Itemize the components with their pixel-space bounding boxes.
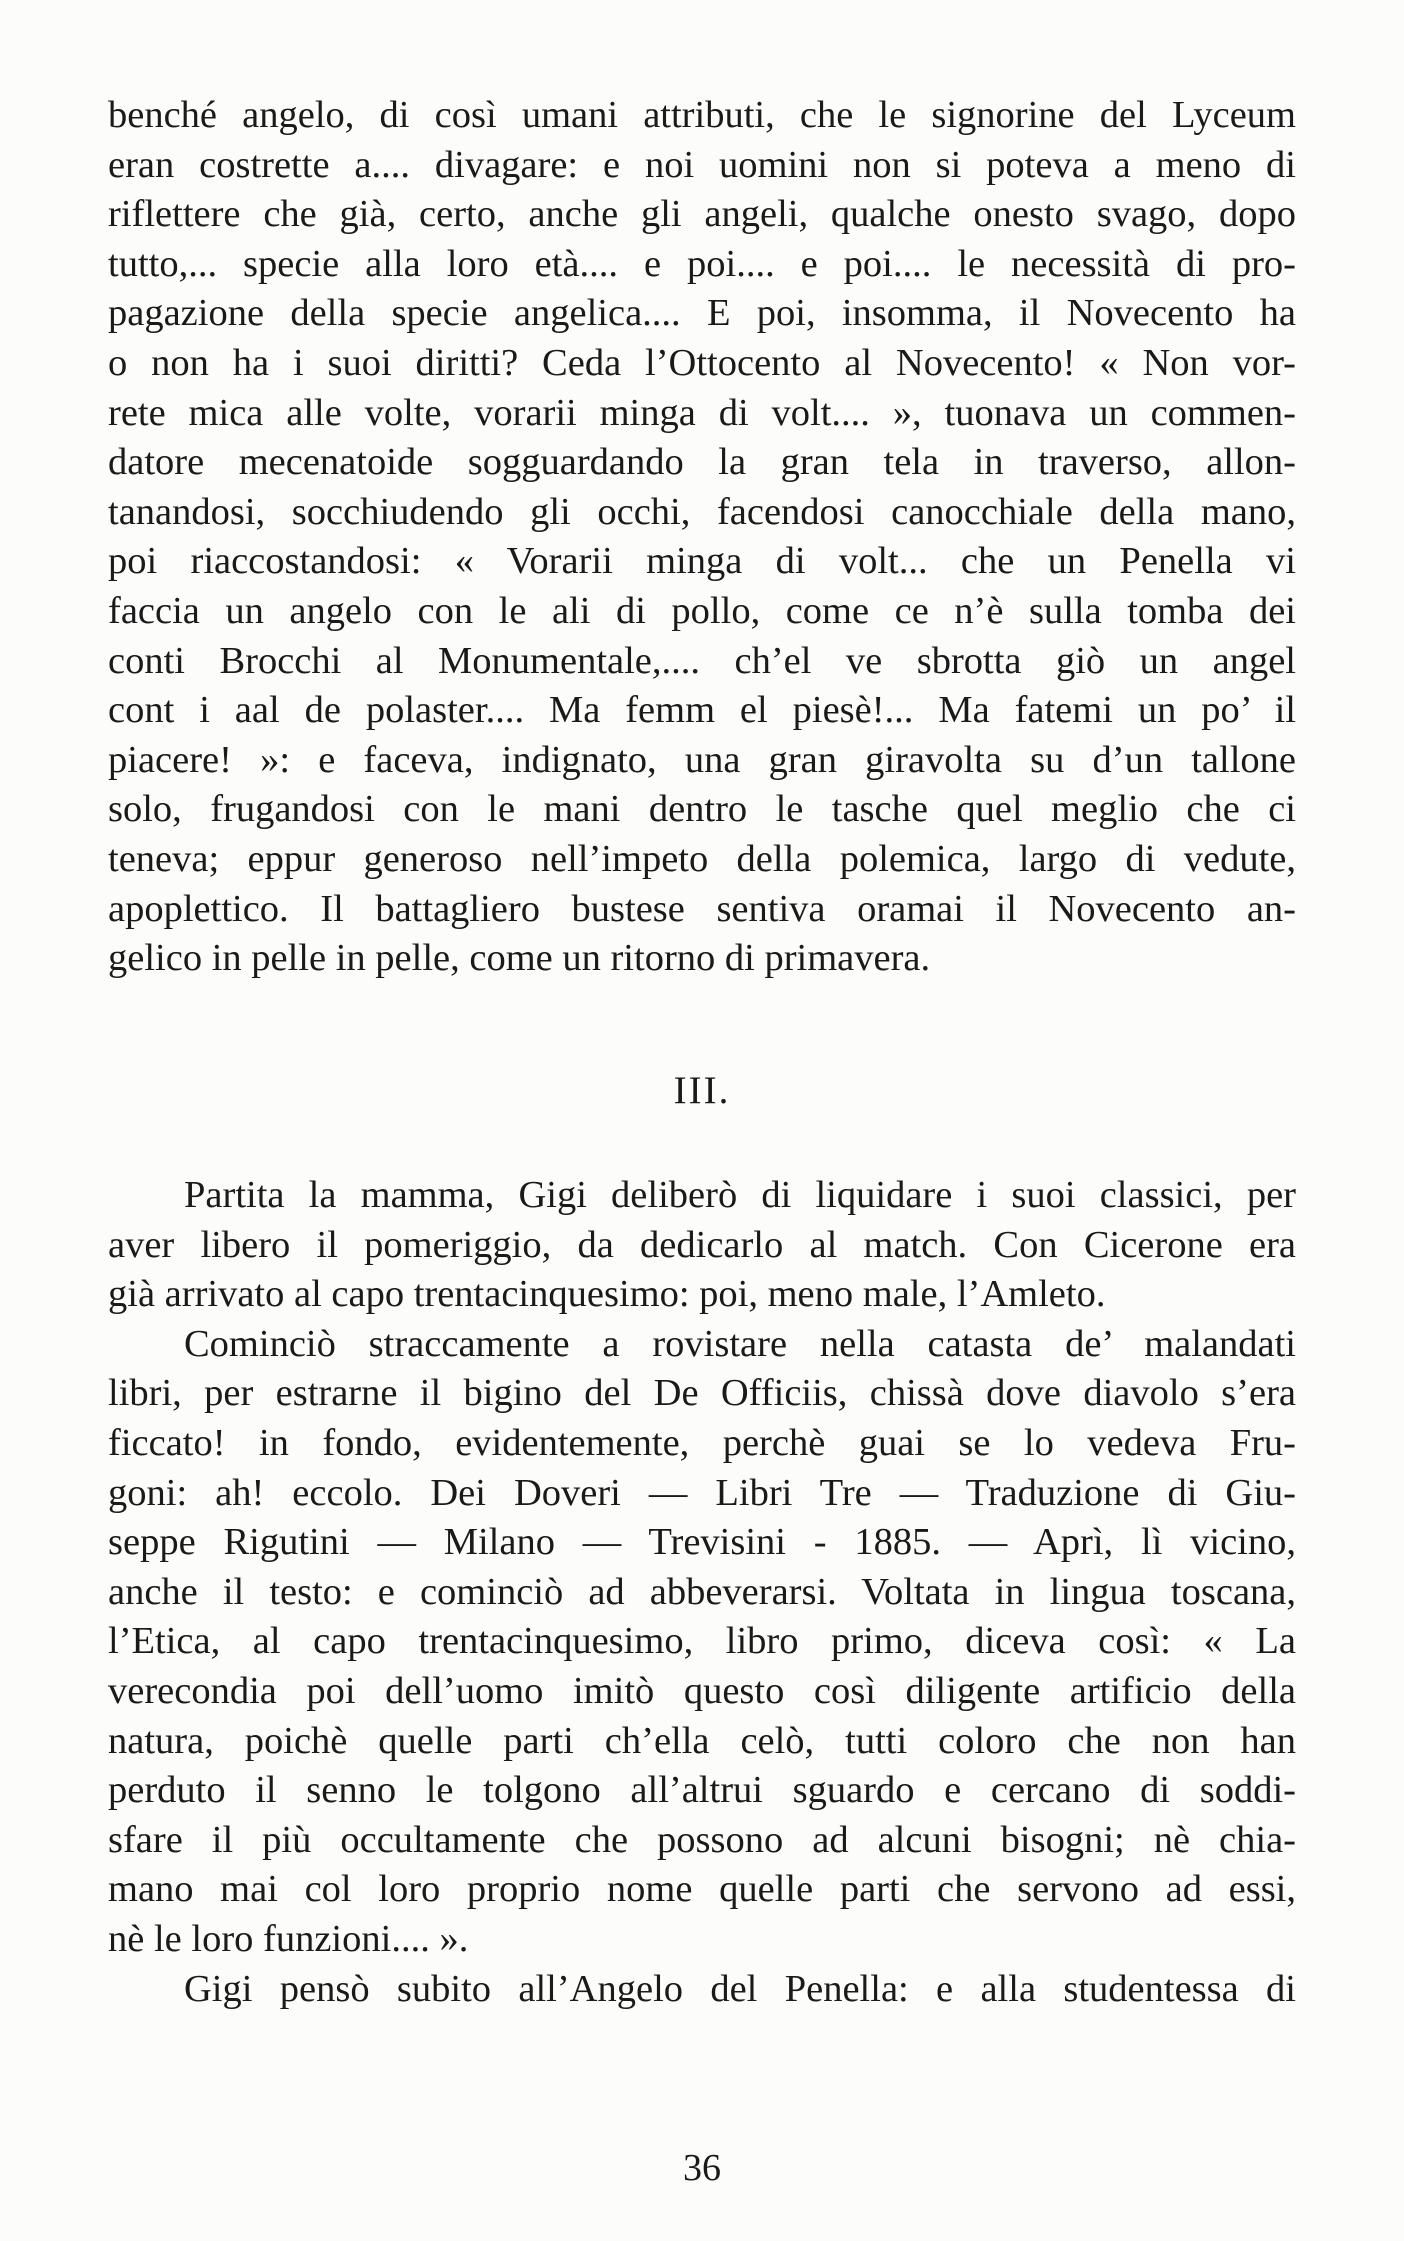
text-line: natura, poichè quelle parti ch’ella celò, tutti coloro che non han — [108, 1719, 1296, 1762]
text-line: cont i aal de polaster.... Ma femm el piesè!... Ma fatemi un po’ il — [108, 689, 1296, 732]
page-number: 36 — [683, 2147, 721, 2189]
text-line: apoplettico. Il battagliero bustese sentiva oramai il Novecento an- — [108, 887, 1296, 930]
section-heading: III. — [673, 1069, 731, 1112]
text-line: benché angelo, di così umani attributi, che le signorine del Lyceum — [108, 94, 1296, 136]
text-line: verecondia poi dell’uomo imitò questo così diligente artificio della — [108, 1669, 1296, 1712]
text-line: sfare il più occultamente che possono ad alcuni bisogni; nè chia- — [108, 1818, 1296, 1861]
text-line: faccia un angelo con le ali di pollo, come ce n’è sulla tomba dei — [108, 589, 1296, 632]
text-line: Cominciò straccamente a rovistare nella catasta de’ malandati — [184, 1322, 1296, 1365]
text-line: rete mica alle volte, vorarii minga di volt.... », tuonava un commen- — [108, 391, 1296, 434]
text-line: l’Etica, al capo trentacinquesimo, libro primo, diceva così: « La — [108, 1620, 1296, 1663]
text-line: riflettere che già, certo, anche gli angeli, qualche onesto svago, dopo — [108, 193, 1296, 236]
section-body — [108, 1171, 1296, 2014]
text-line: pagazione della specie angelica.... E poi, insomma, il Novecento ha — [108, 292, 1296, 335]
text-line: ficcato! in fondo, evidentemente, perchè guai se lo vedeva Fru- — [108, 1421, 1296, 1464]
paragraph-continuation — [108, 91, 1296, 984]
text-line: Gigi pensò subito all’Angelo del Penella: e alla studentessa di — [184, 1967, 1296, 2010]
text-line: solo, frugandosi con le mani dentro le tasche quel meglio che ci — [108, 788, 1296, 831]
text-line: goni: ah! eccolo. Dei Doveri — Libri Tre — Traduzione di Giu- — [108, 1471, 1296, 1514]
text-line: gelico in pelle in pelle, come un ritorno di primavera. — [108, 937, 931, 980]
text-line: nè le loro funzioni.... ». — [108, 1917, 469, 1960]
text-line: piacere! »: e faceva, indignato, una gran giravolta su d’un tallone — [108, 738, 1296, 781]
text-line: conti Brocchi al Monumentale,.... ch’el ve sbrotta giò un angel — [108, 639, 1296, 682]
text-line: tutto,... specie alla loro età.... e poi.... e poi.... le necessità di pro- — [108, 242, 1296, 285]
text-line: già arrivato al capo trentacinquesimo: poi, meno male, l’Amleto. — [108, 1273, 1106, 1316]
text-line: anche il testo: e cominciò ad abbeverarsi. Voltata in lingua toscana, — [108, 1570, 1296, 1613]
text-line: tanandosi, socchiudendo gli occhi, facendosi canocchiale della mano, — [108, 490, 1296, 533]
text-line: mano mai col loro proprio nome quelle parti che servono ad essi, — [108, 1868, 1296, 1911]
text-line: eran costrette a.... divagare: e noi uomini non si poteva a meno di — [108, 143, 1296, 186]
text-line: poi riaccostandosi: « Vorarii minga di volt... che un Penella vi — [108, 540, 1296, 583]
text-line: Partita la mamma, Gigi deliberò di liquidare i suoi classici, per — [184, 1174, 1296, 1216]
text-line: perduto il senno le tolgono all’altrui sguardo e cercano di soddi- — [108, 1769, 1296, 1812]
text-line: teneva; eppur generoso nell’impeto della polemica, largo di vedute, — [108, 837, 1296, 880]
text-line: datore mecenatoide sogguardando la gran tela in traverso, allon- — [108, 441, 1296, 484]
text-line: aver libero il pomeriggio, da dedicarlo al match. Con Cicerone era — [108, 1223, 1296, 1266]
text-line: o non ha i suoi diritti? Ceda l’Ottocento al Novecento! « Non vor- — [108, 341, 1296, 384]
text-line: libri, per estrarne il bigino del De Officiis, chissà dove diavolo s’era — [108, 1372, 1296, 1415]
text-line: seppe Rigutini — Milano — Trevisini - 1885. — Aprì, lì vicino, — [108, 1521, 1296, 1564]
